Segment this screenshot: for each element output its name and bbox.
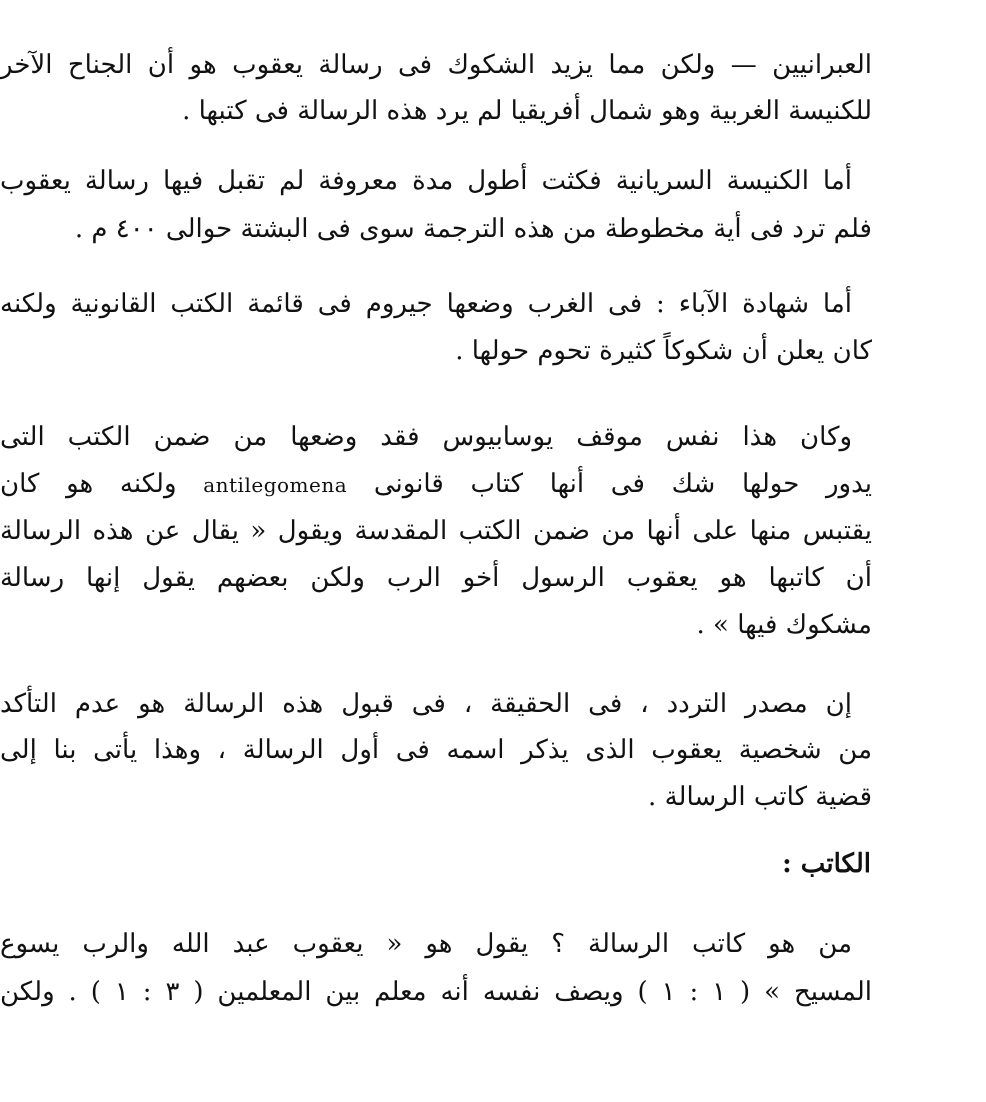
paragraph-4-line-4: أن كاتبها هو يعقوب الرسول أخو الرب ولكن بعضهم يقول إنها رسالة	[0, 563, 872, 593]
final-paragraph-line-1: من هو كاتب الرسالة ؟ يقول هو « يعقوب عبد الله والرب يسوع	[0, 929, 852, 959]
paragraph-3-line-1: أما شهادة الآباء : فى الغرب وضعها جيروم فى قائمة الكتب القانونية ولكنه	[0, 289, 852, 319]
final-paragraph-line-2: المسيح » ( ١ : ١ ) ويصف نفسه أنه معلم بين المعلمين ( ٣ : ١ ) . ولكن	[0, 977, 872, 1007]
paragraph-5-line-1: إن مصدر التردد ، فى الحقيقة ، فى قبول هذه الرسالة هو عدم التأكد	[0, 689, 852, 719]
paragraph-4-line-2	[0, 467, 872, 502]
foreign-term: antilegomena	[203, 473, 348, 497]
paragraph-4-line-3: يقتبس منها على أنها من ضمن الكتب المقدسة ويقول « يقال عن هذه الرسالة	[0, 516, 872, 546]
paragraph-4-line-2-end: ولكنه هو كان	[0, 469, 177, 499]
paragraph-4-line-1: وكان هذا نفس موقف يوسابيوس فقد وضعها من ضمن الكتب التى	[0, 422, 852, 452]
paragraph-5-line-2: من شخصية يعقوب الذى يذكر اسمه فى أول الرسالة ، وهذا يأتى بنا إلى	[0, 735, 872, 765]
paragraph-5-line-3: قضية كاتب الرسالة .	[648, 782, 872, 812]
paragraph-4-line-2-start: يدور حولها شك فى أنها كتاب قانونى	[373, 469, 872, 499]
section-heading: الكاتب :	[782, 849, 871, 879]
paragraph-2-line-2: فلم ترد فى أية مخطوطة من هذه الترجمة سوى فى البشتة حوالى ٤٠٠ م .	[74, 214, 872, 244]
paragraph-2-line-1: أما الكنيسة السريانية فكثت أطول مدة معروفة لم تقبل فيها رسالة يعقوب	[0, 166, 852, 196]
paragraph-3-line-2: كان يعلن أن شكوكاً كثيرة تحوم حولها .	[455, 336, 872, 366]
paragraph-1-line-2: للكنيسة الغربية وهو شمال أفريقيا لم يرد هذه الرسالة فى كتبها .	[182, 96, 872, 126]
paragraph-1-line-1: العبرانيين — ولكن مما يزيد الشكوك فى رسالة يعقوب هو أن الجناح الآخر	[0, 50, 872, 80]
paragraph-4-line-5: مشكوك فيها » .	[696, 610, 872, 640]
